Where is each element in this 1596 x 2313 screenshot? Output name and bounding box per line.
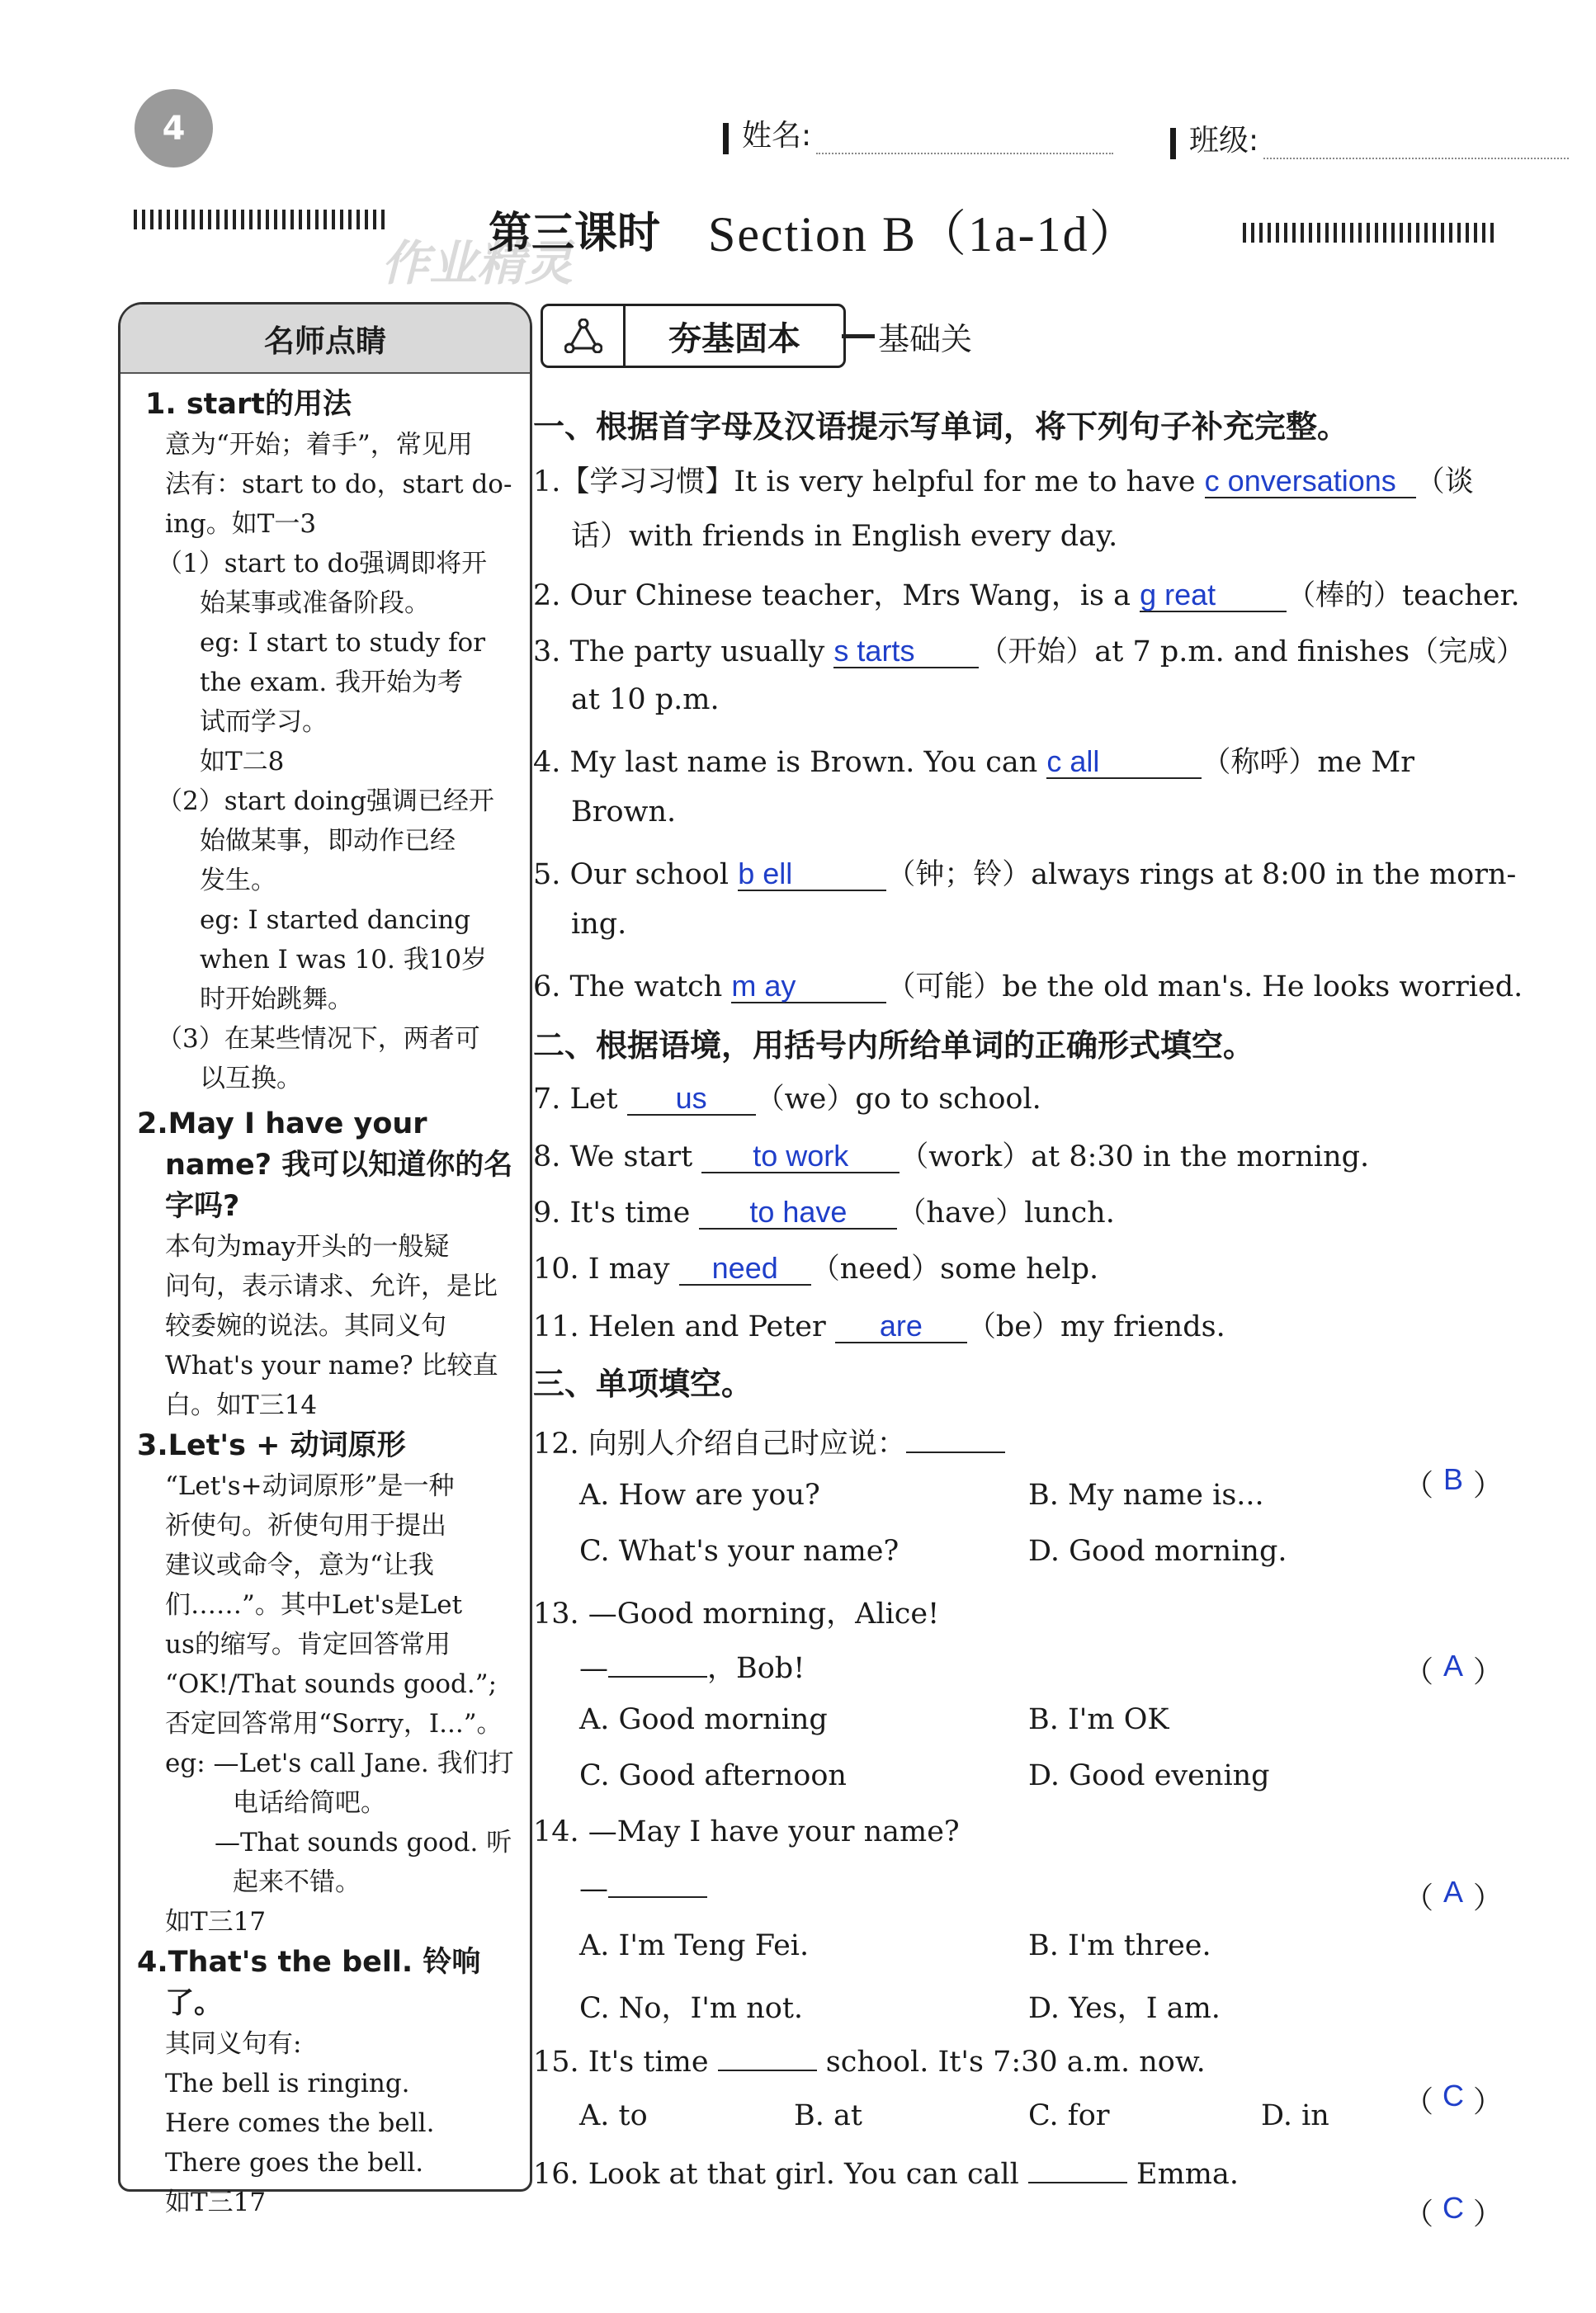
paren: （ <box>1404 2197 1434 2231</box>
q16-blank[interactable] <box>1028 2155 1127 2183</box>
q4-answer[interactable]: c all <box>1046 746 1202 779</box>
part-2-heading: 二、根据语境，用括号内所给单词的正确形式填空。 <box>533 1027 1255 1064</box>
teacher-tips-panel <box>118 302 532 2217</box>
q13-answer[interactable]: A <box>1443 1649 1463 1683</box>
q7-text: 7. Let <box>533 1083 627 1116</box>
q5-text: （钟；铃）always rings at 8:00 in the morn- <box>886 858 1517 891</box>
tip-line: 较委婉的说法。其同义句 <box>165 1311 446 1341</box>
tip-line: 以互换。 <box>200 1064 302 1093</box>
q16-text: 16. Look at that girl. You can call <box>533 2158 1028 2191</box>
question-13: 13. —Good morning，Alice! <box>533 1598 940 1631</box>
tip-line: （2）start doing强调已经开 <box>157 786 494 816</box>
part-3-heading: 三、单项填空。 <box>533 1366 753 1402</box>
tip-line: “Let's+动词原形”是一种 <box>165 1471 455 1501</box>
q14-option-a[interactable]: A. I'm Teng Fei. <box>579 1929 810 1962</box>
q4-text: 4. My last name is Brown. You can <box>533 746 1047 779</box>
paren: （ <box>1404 1469 1434 1503</box>
tip-ref: 如T二8 <box>200 747 285 777</box>
q15-text: 15. It's time <box>533 2046 718 2079</box>
q8-text: （work）at 8:30 in the morning. <box>900 1140 1370 1173</box>
dash: — <box>579 1652 608 1685</box>
dash: — <box>579 1872 608 1905</box>
q15-text: school. It's 7:30 a.m. now. <box>816 2046 1206 2079</box>
tip-example: eg: I started dancing <box>200 905 471 935</box>
paren: ） <box>1472 1881 1503 1915</box>
tip-line: 发生。 <box>200 866 276 895</box>
tip-example: 起来不错。 <box>233 1867 361 1897</box>
divider-bar <box>1170 128 1176 159</box>
q12-answer-box <box>1404 1462 1503 1504</box>
q2-answer[interactable]: g reat <box>1140 579 1287 612</box>
question-3 <box>533 629 1526 670</box>
q12-stem: 12. 向别人介绍自己时应说： <box>533 1428 906 1461</box>
q3-answer[interactable]: s tarts <box>833 635 979 668</box>
question-5 <box>533 852 1517 893</box>
title-ticks-right <box>1243 223 1495 243</box>
tip-example: 试而学习。 <box>200 707 328 737</box>
q7-answer[interactable]: us <box>627 1083 756 1116</box>
q14-answer-box <box>1404 1875 1503 1917</box>
class-line[interactable] <box>1263 135 1569 159</box>
tip-ref: 如T三17 <box>165 1907 267 1937</box>
tip-line: （1）start to do强调即将开 <box>157 549 488 578</box>
q8-answer[interactable]: to work <box>701 1140 900 1173</box>
tip-line: 其同义句有: <box>165 2029 302 2059</box>
q13-option-d[interactable]: D. Good evening <box>1028 1759 1270 1792</box>
q4-text: （称呼）me Mr <box>1202 746 1415 779</box>
question-2 <box>533 573 1520 614</box>
q1-answer[interactable]: c onversations <box>1205 465 1416 498</box>
tip-example: 时开始跳舞。 <box>200 984 353 1014</box>
q14-answer[interactable]: A <box>1443 1875 1463 1909</box>
q14-option-d[interactable]: D. Yes，I am. <box>1028 1992 1221 2025</box>
paren: ） <box>1472 2085 1503 2119</box>
dash-line <box>842 334 875 338</box>
tip-line: 法有：start to do，start do- <box>165 470 512 499</box>
tip-ref: 如T三17 <box>165 2188 267 2217</box>
tip-4-title: 了。 <box>165 1987 224 2020</box>
paren: ） <box>1472 1655 1503 1689</box>
q11-text: 11. Helen and Peter <box>533 1310 835 1343</box>
section-title: Section B（1a-1d） <box>708 207 1140 262</box>
question-5-cont: ing. <box>571 908 627 941</box>
q2-text: 2. Our Chinese teacher，Mrs Wang，is a <box>533 579 1140 612</box>
tip-line: 祈使句。祈使句用于提出 <box>165 1511 446 1541</box>
q11-text: （be）my friends. <box>966 1310 1225 1343</box>
q15-option-b[interactable]: B. at <box>794 2099 862 2132</box>
tip-line: 白。如T三14 <box>165 1390 318 1420</box>
q9-text: 9. It's time <box>533 1197 700 1230</box>
tip-4-title: 4.That's the bell. 铃响 <box>137 1946 481 1979</box>
tip-2-title: 字吗? <box>165 1190 240 1223</box>
name-label: 姓名: <box>742 119 812 153</box>
tip-line: us的缩写。肯定回答常用 <box>165 1630 451 1659</box>
tip-1-title: 1. start的用法 <box>145 388 352 421</box>
section-subtitle <box>842 314 972 359</box>
q9-text: （have）lunch. <box>897 1197 1115 1230</box>
q16-answer[interactable]: C <box>1443 2191 1464 2225</box>
question-4-cont: Brown. <box>571 795 677 828</box>
class-field[interactable] <box>1170 117 1569 159</box>
tip-example: when I was 10. 我10岁 <box>200 945 488 975</box>
tip-2-title: 2.May I have your <box>137 1107 427 1140</box>
title-ticks-left <box>134 210 388 229</box>
tip-line: 本句为may开头的一般疑 <box>165 1232 450 1262</box>
name-line[interactable] <box>816 130 1113 154</box>
q13-blank[interactable] <box>608 1650 707 1678</box>
q16-text: Emma. <box>1126 2158 1239 2191</box>
q8-text: 8. We start <box>533 1140 702 1173</box>
question-9 <box>533 1190 1503 1231</box>
section-subtitle-text: 基础关 <box>878 321 973 357</box>
tip-line: The bell is ringing. <box>165 2069 410 2098</box>
q12-option-a[interactable]: A. How are you? <box>579 1479 820 1512</box>
q12-option-d[interactable]: D. Good morning. <box>1028 1535 1287 1568</box>
q1-text: 1.【学习习惯】It is very helpful for me to have <box>533 465 1205 498</box>
question-14: 14. —May I have your name? <box>533 1815 960 1848</box>
tip-line: There goes the bell. <box>165 2148 424 2178</box>
tip-line: 始某事或准备阶段。 <box>200 588 430 618</box>
tip-example: eg: —Let's call Jane. 我们打 <box>165 1749 514 1778</box>
q13-option-a[interactable]: A. Good morning <box>579 1703 828 1736</box>
q16-answer-box <box>1404 2191 1503 2233</box>
q3-text: （开始）at 7 p.m. and finishes（完成） <box>979 635 1526 668</box>
q1-text: （谈 <box>1415 465 1474 498</box>
watermark: 作业精灵 <box>381 235 574 291</box>
q15-answer[interactable]: C <box>1443 2079 1464 2112</box>
tip-example: 电话给简吧。 <box>233 1788 386 1818</box>
question-4 <box>533 739 1503 781</box>
q12-answer[interactable]: B <box>1443 1462 1463 1496</box>
tip-line: ing。如T一3 <box>165 509 317 539</box>
q14-blank[interactable] <box>608 1870 707 1898</box>
question-16 <box>533 2155 1503 2231</box>
paren: ） <box>1472 2197 1503 2231</box>
q12-blank[interactable] <box>906 1425 1005 1453</box>
q13-option-c[interactable]: C. Good afternoon <box>579 1759 847 1792</box>
tip-line: What's your name? 比较直 <box>165 1351 498 1381</box>
tip-line: 始做某事，即动作已经 <box>200 826 456 856</box>
name-field[interactable] <box>723 112 1113 154</box>
part-1-heading: 一、根据首字母及汉语提示写单词，将下列句子补充完整。 <box>533 408 1349 445</box>
tip-line: Here comes the bell. <box>165 2108 435 2138</box>
tip-line: 建议或命令，意为“让我 <box>165 1551 434 1580</box>
q12-option-c[interactable]: C. What's your name? <box>579 1535 900 1568</box>
section-badge-label: 夯基固本 <box>668 319 800 358</box>
question-6 <box>533 964 1523 1005</box>
tip-3-title: 3.Let's + 动词原形 <box>137 1429 406 1462</box>
paren: （ <box>1404 1881 1434 1915</box>
q10-answer[interactable]: need <box>679 1253 811 1286</box>
paren: ） <box>1472 1469 1503 1503</box>
q5-text: 5. Our school <box>533 858 739 891</box>
q3-text: 3. The party usually <box>533 635 834 668</box>
tip-example: the exam. 我开始为考 <box>200 668 464 697</box>
question-11 <box>533 1304 1503 1345</box>
q9-answer[interactable]: to have <box>699 1197 897 1230</box>
tips-body <box>132 384 520 2222</box>
tip-line: 们……”。其中Let's是Let <box>165 1590 463 1620</box>
tip-line: 否定回答常用“Sorry，I...”。 <box>165 1709 503 1739</box>
page-number: 4 <box>135 89 213 168</box>
q14-option-b[interactable]: B. I'm three. <box>1028 1929 1211 1962</box>
class-label: 班级: <box>1189 124 1259 158</box>
q13-line2-text: ，Bob! <box>707 1652 805 1685</box>
question-3-cont: at 10 p.m. <box>571 683 720 716</box>
tip-line: 问句，表示请求、允许，是比 <box>165 1272 498 1301</box>
q15-answer-box <box>1404 2079 1503 2121</box>
q13-option-b[interactable]: B. I'm OK <box>1028 1703 1169 1736</box>
section-badge <box>541 304 846 368</box>
question-1-cont: 话）with friends in English every day. <box>571 520 1118 553</box>
divider-bar <box>723 123 729 154</box>
q10-text: 10. I may <box>533 1253 679 1286</box>
tips-heading: 名师点睛 <box>120 304 530 374</box>
q7-text: （we）go to school. <box>755 1083 1041 1116</box>
q11-answer[interactable]: are <box>835 1310 967 1343</box>
q13-answer-box <box>1404 1649 1503 1691</box>
q6-text: （可能）be the old man's. He looks worried. <box>886 970 1523 1003</box>
q15-option-d[interactable]: D. in <box>1261 2099 1329 2132</box>
paren: （ <box>1404 2085 1434 2119</box>
tip-example: —That sounds good. 听 <box>215 1828 512 1857</box>
q15-option-c[interactable]: C. for <box>1028 2099 1110 2132</box>
q15-option-a[interactable]: A. to <box>579 2099 648 2132</box>
question-8 <box>533 1134 1503 1175</box>
q2-text: （棒的）teacher. <box>1287 579 1520 612</box>
q15-blank[interactable] <box>718 2043 817 2071</box>
q10-text: （need）some help. <box>810 1253 1099 1286</box>
q6-text: 6. The watch <box>533 970 732 1003</box>
question-7 <box>533 1076 1503 1117</box>
q14-option-c[interactable]: C. No，I'm not. <box>579 1992 804 2025</box>
question-1 <box>533 459 1503 500</box>
lesson-title: 第三课时 <box>489 209 661 258</box>
tip-line: “OK!/That sounds good.”; <box>165 1669 498 1699</box>
q6-answer[interactable]: m ay <box>731 970 886 1003</box>
paren: （ <box>1404 1655 1434 1689</box>
tip-line: 意为“开始；着手”，常见用 <box>165 430 473 460</box>
question-10 <box>533 1246 1503 1287</box>
q12-option-b[interactable]: B. My name is... <box>1028 1479 1264 1512</box>
q5-answer[interactable]: b ell <box>738 858 886 891</box>
tip-line: （3）在某些情况下，两者可 <box>157 1024 480 1054</box>
tip-example: eg: I start to study for <box>200 628 486 658</box>
tip-2-title: name? 我可以知道你的名 <box>165 1149 513 1182</box>
triangle-network-icon <box>543 306 626 366</box>
